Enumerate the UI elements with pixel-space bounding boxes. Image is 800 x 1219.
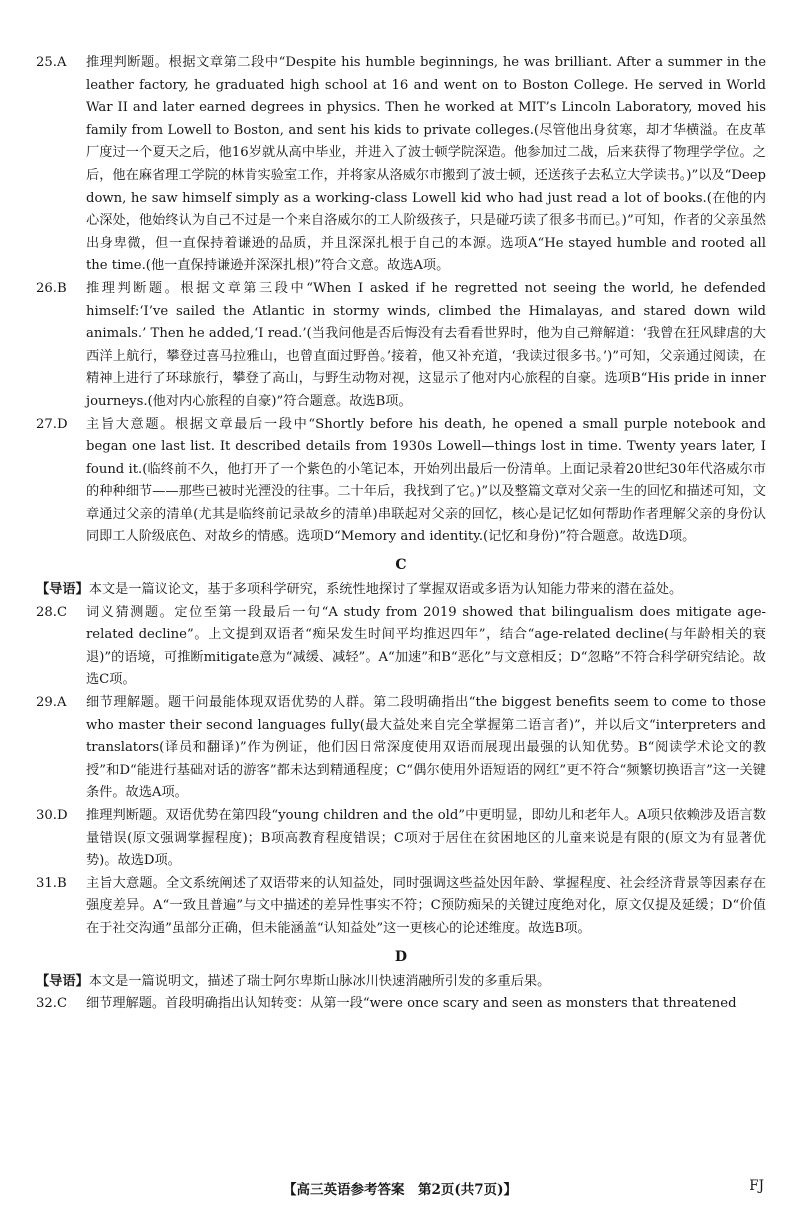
answer-number: 26.B: [36, 280, 67, 296]
answer-item-29: [36, 692, 766, 805]
answer-explanation: 词义猜测题。定位至第一段最后一句“A study from 2019 showed that bilingualism does mitigate age-related decline”。上文提到双语者“痴呆发生时间平均推迟四年”，结合“age-related decline(与年龄相关的衰退)”的语境，可推断mitigate意为“减缓、减轻”。A“加速”和B“恶化”与文意相反；D“忽略”不符合科学研究结论。故选C项。: [86, 604, 766, 688]
page-footer: [0, 1178, 800, 1198]
footer-code: FJ: [749, 1178, 764, 1194]
section-heading-c: C: [395, 557, 407, 574]
answer-number: 32.C: [36, 996, 68, 1012]
answer-number: 25.A: [36, 55, 67, 70]
answer-explanation: 推理判断题。双语优势在第四段“young children and the old”中更明显，即幼儿和老年人。A项只依赖涉及语言数量错误(原文强调掌握程度)；B项高教育程度错误；C项对于居住在贫困地区的儿童来说是有限的(原文为有显著优势)。故选D项。: [86, 808, 766, 869]
answer-item-27: [36, 414, 766, 550]
section-heading-d: D: [394, 948, 408, 965]
footer-title: 【高三英语参考答案 第2页(共7页)】: [282, 1182, 518, 1198]
answer-item-31: [36, 873, 766, 941]
section-intro-d: [36, 971, 766, 994]
answer-explanation: 主旨大意题。全文系统阐述了双语带来的认知益处，同时强调这些益处因年龄、掌握程度、社会经济背景等因素存在强度差异。A“一致且普遍”与文中描述的差异性事实不符；C预防痴呆的关键过度绝对化，原文仅提及延缓；D“价值在于社交沟通”虽部分正确，但未能涵盖“认知益处”这一更核心的论述维度。故选B项。: [86, 875, 766, 936]
answer-item-30: [36, 805, 766, 873]
answer-number: 30.D: [36, 808, 68, 823]
answer-explanation: 推理判断题。根据文章第二段中“Despite his humble beginnings, he was brilliant. After a summer in the leather factory, he graduated high school at 16 and went on to Boston College. He served in World War II and later earned degrees in physics. Then he worked at MIT’s Lincoln Laboratory, moved his family from Lowell to Boston, and sent his kids to private colleges.(尽管他出身贫寒，却才华横溢。在皮革厂度过一个夏天之后，他16岁就从高中毕业，并进入了波士顿学院深造。他参加过二战，后来获得了物理学学位。之后，他在麻省理工学院的林肯实验室工作，并将家从洛威尔市搬到了波士顿，还送孩子去私立大学读书。)”以及“Deep down, he saw himself simply as a working-class Lowell kid who had just read a lot of books.(在他的内心深处，他始终认为自己不过是一个来自洛威尔的工人阶级孩子，只是碰巧读了很多书而已。)”可知，作者的父亲虽然出身卑微，但一直保持着谦逊的品质，并且深深扎根于自己的本源。选项A“He stayed humble and rooted all the time.(他一直保持谦逊并深深扎根)”符合文意。故选A项。: [86, 55, 766, 274]
answer-explanation: 推理判断题。根据文章第三段中“When I asked if he regretted not seeing the world, he defended himself:‘I’ve sailed the Atlantic in stormy winds, climbed the Himalayas, and stared down wild animals.’ Then he added,‘I read.’(当我问他是否后悔没有去看看世界时，他为自己辩解道：‘我曾在狂风肆虐的大西洋上航行，攀登过喜马拉雅山，也曾直面过野兽。’接着，他又补充道，‘我读过很多书。’)”可知，父亲通过阅读，在精神上进行了环球旅行，攀登了高山，与野生动物对视，这显示了他对内心旅程的自豪。选项B“His pride in inner journeys.(他对内心旅程的自豪)”符合题意。故选B项。: [86, 280, 766, 409]
intro-text: 本文是一篇议论文，基于多项科学研究，系统性地探讨了掌握双语或多语为认知能力带来的潜在益处。: [88, 582, 683, 598]
answer-explanation: 细节理解题。题干问最能体现双语优势的人群。第二段明确指出“the biggest benefits seem to come to those who master their second languages fully(最大益处来自完全掌握第二语言者)”，并以后文“interpreters and translators(译员和翻译)”作为例证，他们因日常深度使用双语而展现出最强的认知优势。B“阅读学术论文的教授”和D“能进行基础对话的游客”都未达到精通程度；C“偶尔使用外语短语的网红”更不符合“频繁切换语言”这一关键条件。故选A项。: [86, 695, 766, 801]
section-intro-c: [36, 579, 766, 602]
answer-number: 27.D: [36, 416, 68, 432]
answer-explanation: 细节理解题。首段明确指出认知转变：从第一段“were once scary and seen as monsters that threatened: [86, 996, 737, 1012]
intro-tag: 【导语】: [36, 582, 89, 598]
answer-page: [36, 52, 766, 1016]
answer-explanation: 主旨大意题。根据文章最后一段中“Shortly before his death, he opened a small purple notebook and began one last list. It described details from 1930s Lowell—things lost in time. Twenty years later, I found it.(临终前不久，他打开了一个紫色的小笔记本，开始列出最后一份清单。上面记录着20世纪30年代洛威尔市的种种细节——那些已被时光湮没的往事。二十年后，我找到了它。)”以及整篇文章对父亲一生的回忆和描述可知，文章通过父亲的清单(尤其是临终前记录故乡的清单)串联起对父亲的回忆，核心是记忆如何帮助作者理解父亲的身份认同即工人阶级底色、对故乡的情感。选项D“Memory and identity.(记忆和身份)”符合题意。故选D项。: [86, 416, 766, 545]
answer-number: 29.A: [36, 695, 67, 711]
answer-item-28: [36, 602, 766, 692]
intro-tag: 【导语】: [36, 973, 89, 989]
intro-text: 本文是一篇说明文，描述了瑞士阿尔卑斯山脉冰川快速消融所引发的多重后果。: [88, 973, 551, 989]
answer-item-26: [36, 278, 766, 414]
answer-item-32: [36, 993, 766, 1016]
answer-number: 31.B: [36, 875, 67, 891]
answer-item-25: [36, 52, 766, 278]
answer-number: 28.C: [36, 604, 68, 620]
